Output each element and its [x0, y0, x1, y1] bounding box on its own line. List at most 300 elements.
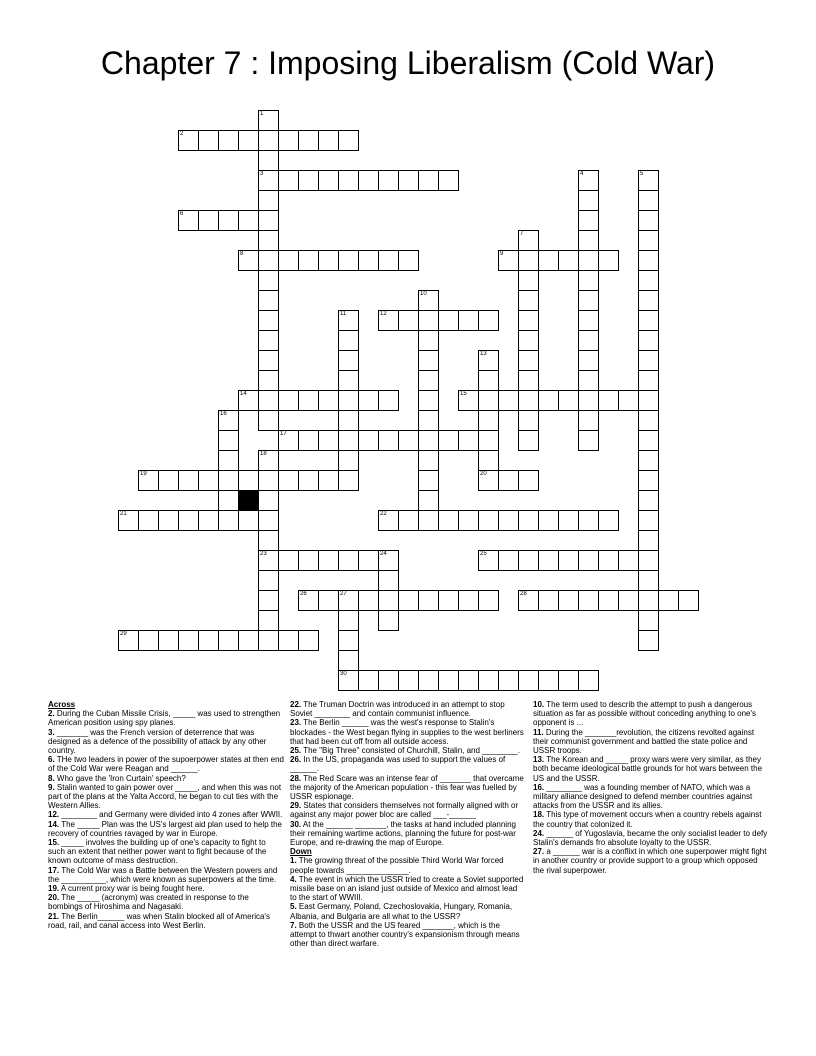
crossword-cell[interactable] [578, 190, 599, 211]
clue-across-22 [290, 700, 526, 718]
crossword-cell[interactable] [518, 510, 539, 531]
crossword-cell[interactable] [218, 410, 239, 431]
crossword-cell[interactable] [178, 510, 199, 531]
crossword-cell[interactable] [558, 390, 579, 411]
crossword-cell[interactable] [518, 590, 539, 611]
crossword-cell[interactable] [278, 630, 299, 651]
crossword-cell[interactable] [578, 310, 599, 331]
crossword-cell[interactable] [438, 590, 459, 611]
clue-number: 6. [48, 755, 55, 765]
crossword-cell[interactable] [198, 130, 219, 151]
crossword-cell[interactable] [478, 510, 499, 531]
crossword-cell[interactable] [258, 350, 279, 371]
crossword-cell[interactable] [418, 510, 439, 531]
crossword-cell[interactable] [478, 410, 499, 431]
crossword-cell[interactable] [278, 390, 299, 411]
crossword-cell[interactable] [338, 390, 359, 411]
crossword-cell[interactable] [298, 550, 319, 571]
crossword-cell[interactable] [418, 370, 439, 391]
crossword-cell[interactable] [458, 430, 479, 451]
clue-number: 9. [48, 782, 55, 792]
crossword-cell[interactable] [418, 290, 439, 311]
crossword-cell[interactable] [498, 470, 519, 491]
crossword-cell[interactable] [338, 430, 359, 451]
crossword-cell[interactable] [438, 670, 459, 691]
crossword-cell[interactable] [578, 510, 599, 531]
clue-text: ______ of Yugoslavia, became the only socialist leader to defy Stalin's demands fro absolute loyalty to the USSR. [533, 828, 768, 848]
clue-text: In the US, propaganda was used to support the values of ______. [290, 755, 506, 774]
crossword-cell[interactable] [258, 290, 279, 311]
crossword-cell[interactable] [638, 430, 659, 451]
crossword-cell[interactable] [338, 550, 359, 571]
crossword-cell[interactable] [218, 630, 239, 651]
crossword-cell[interactable] [478, 590, 499, 611]
crossword-cell[interactable] [198, 210, 219, 231]
crossword-cell[interactable] [478, 450, 499, 471]
clue-across-20 [48, 893, 284, 911]
crossword-cell[interactable] [398, 430, 419, 451]
crossword-cell[interactable] [358, 250, 379, 271]
crossword-cell[interactable] [378, 590, 399, 611]
crossword-cell[interactable] [118, 630, 139, 651]
crossword-cell[interactable] [278, 170, 299, 191]
crossword-cell[interactable] [358, 590, 379, 611]
crossword-cell[interactable] [258, 130, 279, 151]
crossword-cell[interactable] [598, 510, 619, 531]
crossword-cell[interactable] [258, 230, 279, 251]
crossword-cell[interactable] [418, 430, 439, 451]
crossword-cell[interactable] [618, 390, 639, 411]
crossword-cell[interactable] [438, 510, 459, 531]
crossword-cell[interactable] [338, 350, 359, 371]
crossword-cell[interactable] [258, 570, 279, 591]
crossword-cell[interactable] [218, 430, 239, 451]
crossword-cell[interactable] [378, 250, 399, 271]
crossword-cell[interactable] [558, 670, 579, 691]
crossword-cell[interactable] [638, 590, 659, 611]
grid-number: 26 [300, 591, 307, 597]
crossword-cell[interactable] [518, 550, 539, 571]
crossword-cell[interactable] [638, 310, 659, 331]
crossword-cell[interactable] [258, 310, 279, 331]
crossword-cell[interactable] [338, 130, 359, 151]
crossword-cell[interactable] [218, 130, 239, 151]
crossword-cell[interactable] [418, 390, 439, 411]
crossword-cell[interactable] [638, 550, 659, 571]
crossword-cell[interactable] [318, 590, 339, 611]
crossword-cell[interactable] [578, 210, 599, 231]
crossword-cell[interactable] [398, 590, 419, 611]
crossword-cell[interactable] [538, 250, 559, 271]
crossword-cell[interactable] [638, 510, 659, 531]
crossword-cell[interactable] [298, 390, 319, 411]
crossword-cell[interactable] [298, 590, 319, 611]
crossword-cell[interactable] [478, 430, 499, 451]
grid-number: 3 [260, 171, 264, 177]
crossword-cell[interactable] [478, 350, 499, 371]
clue-across-6 [48, 755, 284, 773]
crossword-cell[interactable] [398, 510, 419, 531]
crossword-cell[interactable] [578, 250, 599, 271]
crossword-cell[interactable] [238, 210, 259, 231]
crossword-cell[interactable] [138, 630, 159, 651]
crossword-cell[interactable] [638, 270, 659, 291]
clue-column-1 [48, 700, 284, 930]
clue-down-27 [533, 847, 769, 875]
crossword-cell[interactable] [558, 510, 579, 531]
crossword-cell[interactable] [378, 170, 399, 191]
crossword-cell[interactable] [518, 290, 539, 311]
crossword-cell[interactable] [338, 170, 359, 191]
crossword-cell[interactable] [258, 590, 279, 611]
crossword-cell[interactable] [158, 630, 179, 651]
clue-number: 30. [290, 819, 302, 829]
crossword-cell[interactable] [258, 210, 279, 231]
crossword-cell[interactable] [598, 550, 619, 571]
crossword-cell[interactable] [398, 250, 419, 271]
crossword-cell[interactable] [418, 310, 439, 331]
crossword-cell[interactable] [638, 530, 659, 551]
crossword-cell[interactable] [278, 550, 299, 571]
crossword-cell[interactable] [258, 450, 279, 471]
crossword-cell[interactable] [558, 590, 579, 611]
crossword-cell[interactable] [398, 670, 419, 691]
crossword-cell[interactable] [338, 450, 359, 471]
crossword-cell[interactable] [538, 550, 559, 571]
crossword-cell[interactable] [238, 630, 259, 651]
crossword-cell[interactable] [398, 310, 419, 331]
crossword-cell[interactable] [478, 470, 499, 491]
crossword-cell[interactable] [618, 550, 639, 571]
crossword-cell[interactable] [338, 410, 359, 431]
clue-across-2 [48, 709, 284, 727]
crossword-cell[interactable] [218, 450, 239, 471]
crossword-cell[interactable] [178, 470, 199, 491]
clue-across-30 [290, 820, 526, 848]
crossword-cell[interactable] [518, 670, 539, 691]
clue-across-17 [48, 866, 284, 884]
crossword-cell[interactable] [638, 630, 659, 651]
crossword-cell[interactable] [658, 590, 679, 611]
crossword-cell[interactable] [498, 550, 519, 571]
crossword-cell[interactable] [458, 590, 479, 611]
crossword-cell[interactable] [578, 350, 599, 371]
crossword-cell[interactable] [638, 470, 659, 491]
crossword-cell[interactable] [338, 590, 359, 611]
crossword-cell[interactable] [518, 230, 539, 251]
crossword-cell[interactable] [558, 250, 579, 271]
crossword-cell[interactable] [198, 510, 219, 531]
crossword-cell[interactable] [438, 310, 459, 331]
crossword-cell[interactable] [178, 630, 199, 651]
crossword-cell[interactable] [518, 350, 539, 371]
crossword-cell[interactable] [218, 210, 239, 231]
clue-across-23 [290, 718, 526, 746]
clue-number: 14. [48, 819, 60, 829]
clue-across-26 [290, 755, 526, 773]
crossword-cell[interactable] [378, 390, 399, 411]
down-heading: Down [290, 847, 312, 857]
crossword-cell[interactable] [598, 250, 619, 271]
crossword-cell[interactable] [318, 470, 339, 491]
grid-number: 25 [480, 551, 487, 557]
crossword-cell[interactable] [458, 310, 479, 331]
crossword-cell[interactable] [378, 310, 399, 331]
crossword-cell[interactable] [618, 590, 639, 611]
crossword-cell[interactable] [278, 470, 299, 491]
crossword-cell[interactable] [338, 250, 359, 271]
crossword-cell[interactable] [258, 370, 279, 391]
crossword-cell[interactable] [278, 430, 299, 451]
crossword-cell[interactable] [338, 610, 359, 631]
crossword-cell[interactable] [258, 250, 279, 271]
clue-down-1 [290, 856, 526, 874]
crossword-cell[interactable] [258, 530, 279, 551]
crossword-cell[interactable] [578, 290, 599, 311]
crossword-cell[interactable] [598, 590, 619, 611]
crossword-cell[interactable] [278, 250, 299, 271]
crossword-cell[interactable] [518, 370, 539, 391]
crossword-cell[interactable] [578, 590, 599, 611]
clue-number: 18. [533, 810, 545, 820]
clue-number: 21. [48, 911, 60, 921]
crossword-cell[interactable] [158, 510, 179, 531]
crossword-cell[interactable] [298, 170, 319, 191]
crossword-cell[interactable] [298, 470, 319, 491]
crossword-cell[interactable] [578, 270, 599, 291]
crossword-cell[interactable] [498, 250, 519, 271]
clue-text: The Cold War was a Battle between the Western powers and the __________, which were known as superpowers at the time. [48, 865, 278, 884]
crossword-cell[interactable] [338, 650, 359, 671]
clue-number: 15. [48, 838, 60, 848]
crossword-cell[interactable] [498, 670, 519, 691]
grid-number: 15 [460, 391, 467, 397]
clue-text: This type of movement occurs when a country rebels against the country that colonized it. [533, 810, 762, 829]
crossword-cell[interactable] [418, 490, 439, 511]
crossword-cell[interactable] [518, 410, 539, 431]
crossword-cell[interactable] [378, 550, 399, 571]
crossword-cell[interactable] [258, 550, 279, 571]
crossword-cell[interactable] [178, 210, 199, 231]
crossword-cell[interactable] [638, 370, 659, 391]
crossword-cell[interactable] [498, 510, 519, 531]
crossword-cell[interactable] [578, 170, 599, 191]
crossword-cell[interactable] [358, 390, 379, 411]
clue-number: 25. [290, 746, 302, 756]
crossword-cell[interactable] [258, 330, 279, 351]
crossword-cell[interactable] [258, 490, 279, 511]
grid-number: 11 [340, 311, 347, 317]
grid-number: 2 [180, 131, 184, 137]
crossword-cell[interactable] [198, 470, 219, 491]
crossword-cell[interactable] [418, 170, 439, 191]
crossword-cell[interactable] [638, 570, 659, 591]
crossword-cell[interactable] [578, 550, 599, 571]
crossword-cell[interactable] [278, 130, 299, 151]
crossword-cell[interactable] [638, 210, 659, 231]
crossword-cell[interactable] [638, 230, 659, 251]
crossword-cell[interactable] [358, 670, 379, 691]
crossword-cell[interactable] [518, 270, 539, 291]
crossword-cell[interactable] [338, 630, 359, 651]
crossword-cell[interactable] [438, 170, 459, 191]
crossword-cell[interactable] [378, 670, 399, 691]
crossword-cell[interactable] [258, 470, 279, 491]
crossword-cell[interactable] [258, 270, 279, 291]
crossword-cell[interactable] [418, 670, 439, 691]
crossword-cell[interactable] [238, 130, 259, 151]
crossword-cell[interactable] [638, 610, 659, 631]
crossword-cell[interactable] [238, 470, 259, 491]
crossword-cell[interactable] [238, 390, 259, 411]
crossword-cell[interactable] [518, 470, 539, 491]
crossword-cell[interactable] [578, 410, 599, 431]
crossword-cell[interactable] [418, 330, 439, 351]
crossword-cell[interactable] [258, 190, 279, 211]
crossword-cell[interactable] [398, 170, 419, 191]
clue-down-5 [290, 902, 526, 920]
crossword-cell[interactable] [258, 390, 279, 411]
crossword-cell[interactable] [138, 470, 159, 491]
crossword-cell[interactable] [478, 550, 499, 571]
crossword-cell[interactable] [518, 390, 539, 411]
crossword-cell[interactable] [158, 470, 179, 491]
crossword-cell[interactable] [458, 510, 479, 531]
crossword-cell[interactable] [138, 510, 159, 531]
crossword-cell[interactable] [258, 170, 279, 191]
clue-text: The Korean and _____ proxy wars were very similar, as they both became ideological battle grounds for hot wars between the US and the USSR. [533, 755, 763, 783]
crossword-cell[interactable] [378, 430, 399, 451]
crossword-cell[interactable] [418, 410, 439, 431]
clue-text: The Red Scare was an intense fear of _______ that overcame the majority of the American population - this fear was fuelled by USSR espionage. [290, 773, 524, 802]
crossword-cell[interactable] [258, 610, 279, 631]
crossword-cell[interactable] [578, 230, 599, 251]
crossword-cell[interactable] [238, 250, 259, 271]
crossword-cell[interactable] [478, 310, 499, 331]
crossword-cell[interactable] [118, 510, 139, 531]
crossword-cell[interactable] [298, 630, 319, 651]
crossword-cell[interactable] [418, 470, 439, 491]
clue-across-9 [48, 783, 284, 811]
crossword-cell[interactable] [538, 590, 559, 611]
clue-text: The growing threat of the possible Third World War forced people towards ______________. [290, 856, 504, 875]
crossword-cell[interactable] [638, 450, 659, 471]
crossword-cell[interactable] [258, 410, 279, 431]
clue-number: 16. [533, 782, 545, 792]
crossword-cell[interactable] [298, 130, 319, 151]
crossword-cell[interactable] [438, 430, 459, 451]
crossword-cell[interactable] [478, 390, 499, 411]
crossword-cell[interactable] [298, 250, 319, 271]
crossword-cell[interactable] [558, 550, 579, 571]
crossword-cell[interactable] [338, 470, 359, 491]
crossword-cell[interactable] [338, 370, 359, 391]
crossword-cell[interactable] [518, 330, 539, 351]
clue-text: Who gave the 'Iron Curtain' speech? [56, 773, 186, 783]
crossword-cell[interactable] [418, 350, 439, 371]
crossword-cell[interactable] [378, 510, 399, 531]
crossword-cell[interactable] [318, 430, 339, 451]
crossword-cell[interactable] [638, 490, 659, 511]
clue-down-18 [533, 810, 769, 828]
crossword-cell[interactable] [638, 190, 659, 211]
clue-down-10 [533, 700, 769, 728]
clue-number: 12. [48, 810, 60, 820]
crossword-cell[interactable] [518, 310, 539, 331]
crossword-cell[interactable] [318, 390, 339, 411]
crossword-cell[interactable] [218, 510, 239, 531]
crossword-cell[interactable] [578, 330, 599, 351]
crossword-cell[interactable] [258, 510, 279, 531]
crossword-cell[interactable] [478, 370, 499, 391]
clue-text: The term used to describ the attempt to push a dangerous situation as far as possible without conceding anything to one's opponent is ... [533, 700, 756, 728]
crossword-cell[interactable] [518, 250, 539, 271]
crossword-cell[interactable] [678, 590, 699, 611]
crossword-cell[interactable] [298, 430, 319, 451]
crossword-cell[interactable] [478, 670, 499, 691]
crossword-cell[interactable] [638, 410, 659, 431]
clue-text: The Truman Doctrin was introduced in an attempt to stop Soviet ________ and contain communist influence. [290, 700, 505, 719]
crossword-cell[interactable] [358, 550, 379, 571]
grid-number: 14 [240, 391, 247, 397]
crossword-cell[interactable] [338, 310, 359, 331]
crossword-cell[interactable] [518, 430, 539, 451]
crossword-cell[interactable] [218, 470, 239, 491]
crossword-cell[interactable] [418, 590, 439, 611]
crossword-cell[interactable] [258, 110, 279, 131]
crossword-cell[interactable] [498, 390, 519, 411]
crossword-cell[interactable] [638, 290, 659, 311]
crossword-cell[interactable] [458, 670, 479, 691]
clue-number: 5. [290, 902, 297, 912]
crossword-cell[interactable] [598, 390, 619, 411]
crossword-cell[interactable] [238, 510, 259, 531]
crossword-cell[interactable] [178, 130, 199, 151]
crossword-cell[interactable] [638, 350, 659, 371]
crossword-cell[interactable] [198, 630, 219, 651]
clue-number: 22. [290, 700, 302, 709]
crossword-cell[interactable] [418, 450, 439, 471]
crossword-cell[interactable] [378, 610, 399, 631]
crossword-cell[interactable] [638, 330, 659, 351]
crossword-cell[interactable] [638, 390, 659, 411]
crossword-cell[interactable] [578, 670, 599, 691]
crossword-cell[interactable] [578, 370, 599, 391]
crossword-cell[interactable] [258, 630, 279, 651]
crossword-cell[interactable] [318, 250, 339, 271]
clue-across-19 [48, 884, 284, 893]
crossword-cell[interactable] [358, 430, 379, 451]
grid-number: 21 [120, 511, 127, 517]
crossword-cell[interactable] [218, 490, 239, 511]
crossword-cell[interactable] [538, 390, 559, 411]
crossword-cell[interactable] [358, 170, 379, 191]
crossword-cell[interactable] [578, 430, 599, 451]
crossword-cell[interactable] [458, 390, 479, 411]
crossword-cell[interactable] [318, 550, 339, 571]
crossword-cell[interactable] [338, 670, 359, 691]
crossword-cell[interactable] [578, 390, 599, 411]
crossword-cell[interactable] [638, 170, 659, 191]
crossword-cell[interactable] [258, 150, 279, 171]
crossword-cell[interactable] [378, 570, 399, 591]
crossword-cell[interactable] [538, 510, 559, 531]
crossword-cell[interactable] [318, 130, 339, 151]
crossword-cell[interactable] [318, 170, 339, 191]
crossword-cell[interactable] [538, 670, 559, 691]
crossword-cell[interactable] [638, 250, 659, 271]
crossword-cell[interactable] [338, 330, 359, 351]
